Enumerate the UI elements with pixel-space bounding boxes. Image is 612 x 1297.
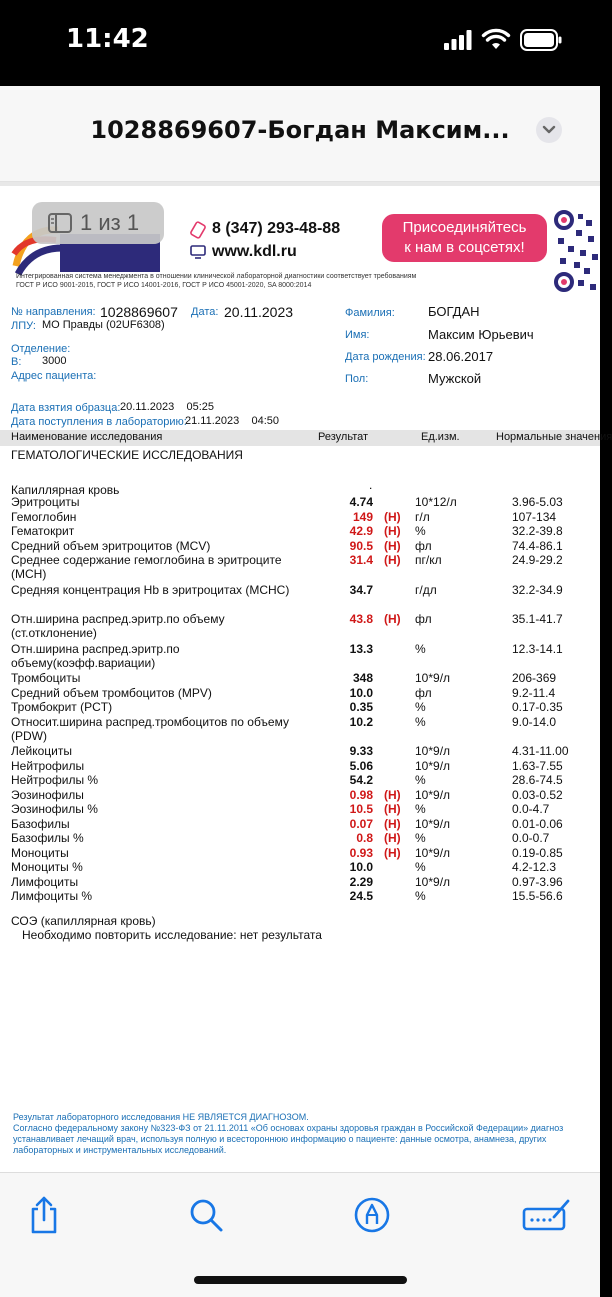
cellular-signal-icon — [444, 30, 472, 50]
row-reference: 0.0-4.7 — [512, 802, 550, 816]
esr-title: СОЭ (капиллярная кровь) — [11, 914, 156, 928]
row-unit: г/л — [415, 509, 430, 524]
row-result: 149 — [352, 509, 373, 524]
row-unit: % — [415, 889, 426, 903]
row-reference: 0.19-0.85 — [512, 845, 563, 860]
row-result: 0.07 — [349, 816, 373, 831]
row-name: Эозинофилы % — [11, 802, 98, 816]
row-result: 348 — [352, 671, 373, 685]
row-reference: 28.6-74.5 — [512, 773, 563, 787]
row-reference: 0.97-3.96 — [512, 874, 563, 889]
referral-label: № направления: — [11, 306, 96, 318]
contact-phone[interactable]: 8 (347) 293-48-88 — [212, 220, 341, 237]
row-name: Нейтрофилы % — [11, 773, 99, 787]
v-label: В: — [11, 356, 22, 368]
address-label: Адрес пациента: — [11, 370, 97, 382]
document-title[interactable]: 1028869607-Богдан Максим... — [90, 116, 510, 144]
row-flag: (H) — [384, 612, 401, 626]
footer-line-1: Результат лабораторного исследования НЕ ЯВЛЯЕТСЯ ДИАГНОЗОМ. — [13, 1112, 309, 1122]
row-reference: 107-134 — [512, 509, 557, 524]
markup-pen-icon — [353, 1196, 391, 1234]
results-table-header — [0, 430, 612, 446]
row-unit: % — [415, 802, 426, 816]
row-unit: % — [415, 773, 426, 787]
header-result: Результат — [318, 431, 369, 443]
name-label: Имя: — [345, 329, 370, 341]
row-result: 9.33 — [349, 744, 373, 758]
row-result: 10.2 — [349, 714, 373, 729]
document-titlebar — [0, 86, 600, 182]
row-result: 5.06 — [349, 758, 373, 773]
row-unit: фл — [415, 538, 432, 553]
battery-icon — [520, 29, 562, 51]
row-result: 43.8 — [349, 612, 373, 626]
row-result: 54.2 — [349, 773, 373, 787]
search-icon — [188, 1197, 224, 1233]
dob-label: Дата рождения: — [345, 351, 426, 363]
lpu-label: ЛПУ: — [11, 320, 36, 332]
row-unit: % — [415, 700, 426, 714]
name-value: Максим Юрьевич — [428, 327, 534, 342]
row-flag: (H) — [384, 553, 401, 567]
row-name: Базофилы — [11, 816, 70, 831]
dot-mark: . — [369, 478, 373, 492]
row-unit: пг/кл — [415, 553, 442, 567]
row-name: Среднее содержание гемоглобина в эритроците (MCH) — [11, 553, 282, 581]
row-name: Лимфоциты % — [11, 889, 93, 903]
status-icons — [444, 28, 562, 52]
header-unit: Ед.изм. — [421, 431, 460, 443]
row-result: 0.8 — [356, 831, 373, 845]
row-name: Лимфоциты — [11, 874, 79, 889]
row-flag: (H) — [384, 831, 401, 845]
row-result: 10.0 — [349, 860, 373, 874]
row-flag: (H) — [384, 816, 401, 831]
row-result: 90.5 — [349, 538, 373, 553]
row-flag: (H) — [384, 524, 401, 538]
sex-label: Пол: — [345, 373, 369, 385]
row-flag: (H) — [384, 509, 401, 524]
row-result: 10.0 — [349, 685, 373, 700]
row-name: Средний объем тромбоцитов (MPV) — [11, 685, 212, 700]
row-name: Нейтрофилы — [11, 758, 85, 773]
row-name: Отн.ширина распред.эритр.по объему(коэфф.вариации) — [11, 641, 180, 670]
chevron-down-icon — [542, 125, 556, 135]
group-title: ГЕМАТОЛОГИЧЕСКИЕ ИССЛЕДОВАНИЯ — [11, 448, 243, 462]
row-unit: % — [415, 714, 426, 729]
row-unit: 10*12/л — [415, 495, 457, 509]
sex-value: Мужской — [428, 371, 482, 386]
surname-label: Фамилия: — [345, 307, 395, 319]
row-unit: 10*9/л — [415, 816, 451, 831]
footer-line-4: лабораторных и инструментальных исследований. — [13, 1145, 227, 1155]
row-reference: 0.01-0.06 — [512, 816, 563, 831]
lab-date-label: Дата поступления в лабораторию: — [11, 416, 187, 428]
row-result: 4.74 — [349, 495, 373, 509]
footer-line-3: устанавливает лечащий врач, используя полную и всестороннюю информацию о пациенте: данные осмотра, анамнеза, других — [13, 1134, 547, 1144]
row-reference: 3.96-5.03 — [512, 495, 563, 509]
row-flag: (H) — [384, 845, 401, 860]
row-reference: 74.4-86.1 — [512, 538, 563, 553]
row-unit: % — [415, 641, 426, 656]
footer-line-2: Согласно федеральному закону №323-ФЗ от 21.11.2011 «Об основах охраны здоровья граждан в Российской Федерации» диагноз — [13, 1123, 564, 1133]
row-reference: 12.3-14.1 — [512, 641, 563, 656]
row-flag: (H) — [384, 538, 401, 553]
row-reference: 4.2-12.3 — [512, 860, 557, 874]
row-unit: % — [415, 860, 426, 874]
row-unit: 10*9/л — [415, 758, 451, 773]
row-result: 34.7 — [349, 582, 373, 597]
row-unit: % — [415, 524, 426, 538]
contact-website[interactable]: www.kdl.ru — [212, 243, 297, 260]
edit-button[interactable] — [522, 1195, 572, 1235]
row-result: 0.98 — [349, 787, 373, 802]
status-time: 11:42 — [66, 24, 149, 54]
qr-code-icon — [554, 210, 600, 296]
status-bar — [0, 0, 600, 84]
row-unit: фл — [415, 612, 432, 626]
row-flag: (H) — [384, 802, 401, 816]
esr-note: Необходимо повторить исследование: нет результата — [22, 928, 322, 942]
department-label: Отделение: — [11, 343, 71, 355]
lab-date-value: 21.11.2023 04:50 — [185, 415, 279, 427]
lpu-value: МО Правды (02UF6308) — [42, 319, 165, 331]
sample-date-label: Дата взятия образца: — [11, 402, 121, 414]
home-indicator[interactable] — [194, 1276, 407, 1284]
row-reference: 32.2-39.8 — [512, 524, 563, 538]
row-name: Моноциты — [11, 845, 69, 860]
row-name: Тромбокрит (PCT) — [11, 700, 113, 714]
iso-line-1: Интегрированная система менеджмента в отношении клинической лабораторной диагностики соответствует требованиям — [16, 273, 417, 280]
row-reference: 32.2-34.9 — [512, 582, 563, 597]
title-menu-button[interactable] — [536, 117, 562, 143]
row-name: Тромбоциты — [11, 671, 81, 685]
document-sheet — [0, 86, 612, 1297]
social-banner[interactable] — [382, 214, 547, 262]
search-button[interactable] — [186, 1195, 226, 1235]
social-line-1: Присоединяйтесь — [402, 219, 527, 236]
row-reference: 1.63-7.55 — [512, 758, 563, 773]
page-counter-label: 1 из 1 — [80, 210, 140, 235]
iso-line-2: ГОСТ Р ИСО 9001-2015, ГОСТ Р ИСО 14001-2016, ГОСТ Р ИСО 45001-2020, SA 8000:2014 — [16, 282, 312, 289]
dob-value: 28.06.2017 — [428, 349, 494, 364]
wifi-icon — [482, 30, 510, 50]
row-unit: % — [415, 831, 426, 845]
monitor-icon — [190, 244, 206, 260]
row-name: Базофилы % — [11, 831, 84, 845]
row-name: Гематокрит — [11, 524, 75, 538]
row-unit: 10*9/л — [415, 845, 451, 860]
share-icon — [27, 1195, 61, 1235]
markup-button[interactable] — [352, 1195, 392, 1235]
row-result: 0.35 — [349, 700, 373, 714]
v-value: 3000 — [42, 355, 67, 367]
social-line-2: к нам в соцсетях! — [404, 239, 525, 256]
row-reference: 9.2-11.4 — [512, 685, 556, 700]
share-button[interactable] — [24, 1195, 64, 1235]
sample-date-value: 20.11.2023 05:25 — [120, 401, 214, 413]
phone-icon — [190, 222, 206, 238]
date-value: 20.11.2023 — [224, 304, 294, 320]
keyboard-edit-icon — [522, 1197, 572, 1233]
lab-report-page — [0, 182, 612, 1172]
row-unit: фл — [415, 685, 432, 700]
sidebar-icon — [48, 213, 72, 233]
row-reference: 206-369 — [512, 671, 557, 685]
row-reference: 35.1-41.7 — [512, 612, 563, 626]
row-name: Эозинофилы — [11, 787, 84, 802]
row-reference: 24.9-29.2 — [512, 553, 563, 567]
row-name: Отн.ширина распред.эритр.по объему (ст.отклонение) — [11, 612, 225, 640]
row-unit: 10*9/л — [415, 744, 451, 758]
row-reference: 15.5-56.6 — [512, 889, 563, 903]
row-name: Средний объем эритроцитов (MCV) — [11, 538, 211, 553]
referral-value: 1028869607 — [100, 304, 178, 320]
row-unit: 10*9/л — [415, 874, 451, 889]
row-result: 0.93 — [349, 845, 373, 860]
row-result: 42.9 — [349, 524, 373, 538]
date-label: Дата: — [191, 306, 219, 318]
page-counter[interactable] — [32, 202, 164, 244]
row-name: Относит.ширина распред.тромбоцитов по объему (PDW) — [11, 714, 289, 743]
row-reference: 0.17-0.35 — [512, 700, 563, 714]
surname-value: БОГДАН — [428, 304, 480, 319]
row-result: 10.5 — [349, 802, 373, 816]
row-name: Средняя концентрация Hb в эритроцитах (MCHC) — [11, 582, 290, 597]
row-flag: (H) — [384, 787, 401, 802]
row-reference: 0.03-0.52 — [512, 787, 563, 802]
row-result: 13.3 — [349, 641, 373, 656]
subgroup-title: Капиллярная кровь — [11, 483, 120, 497]
row-result: 31.4 — [349, 553, 373, 567]
row-name: Лейкоциты — [11, 744, 73, 758]
header-norm: Нормальные значения — [496, 431, 612, 443]
row-result: 24.5 — [349, 889, 373, 903]
header-name: Наименование исследования — [11, 431, 163, 443]
row-reference: 4.31-11.00 — [512, 744, 569, 758]
row-name: Эритроциты — [11, 495, 80, 509]
row-unit: 10*9/л — [415, 671, 451, 685]
row-name: Гемоглобин — [11, 509, 77, 524]
row-result: 2.29 — [349, 874, 373, 889]
row-reference: 0.0-0.7 — [512, 831, 550, 845]
row-reference: 9.0-14.0 — [512, 714, 557, 729]
row-name: Моноциты % — [11, 860, 83, 874]
row-unit: г/дл — [415, 582, 437, 597]
row-unit: 10*9/л — [415, 787, 451, 802]
